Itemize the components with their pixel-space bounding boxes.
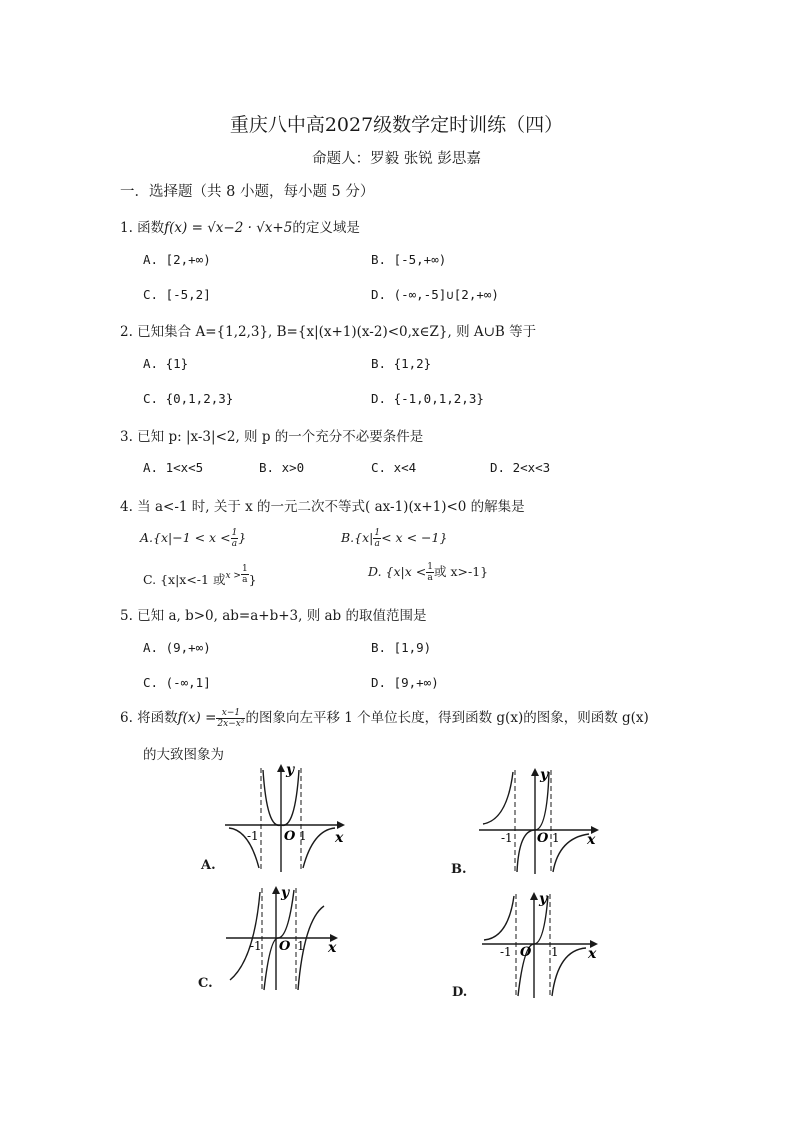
q4-b-fraction [373, 528, 381, 549]
q1-option-b: B. [-5,+∞) [371, 252, 447, 267]
q1-formula: f(x) = √x−2 · √x+5 [164, 220, 293, 236]
q1-stem-pre: 1. 函数 [120, 220, 165, 236]
tick-pos-label: 1 [299, 829, 307, 843]
graph-label-b: B. [451, 862, 467, 877]
graph-label-a: A. [201, 858, 216, 873]
q5-option-b: B. [1,9) [371, 640, 432, 655]
q3-option-c: C. x<4 [371, 460, 417, 475]
tick-pos-label: 1 [297, 939, 305, 953]
q6-f-label: f(x) = [177, 710, 217, 726]
q6-fraction [216, 708, 245, 729]
y-axis-arrow [530, 892, 538, 900]
tick-neg-label: -1 [500, 945, 512, 959]
q4-a-post: } [238, 530, 247, 545]
graph-option-b [475, 762, 635, 882]
q3-option-d: D. 2<x<3 [490, 460, 551, 475]
curve-middle [517, 772, 549, 872]
q4-d-fraction [426, 562, 434, 583]
q6-stem-pre: 6. 将函数 [120, 710, 178, 726]
graph-option-d [478, 886, 638, 1006]
curve-left [230, 892, 260, 980]
q4-b-num: 1 [374, 528, 381, 538]
question-3-stem: 3. 已知 p: |x-3|<2, 则 p 的一个充分不必要条件是 [120, 429, 424, 445]
y-axis-label: y [281, 885, 290, 901]
q6-frac-den: 2x−x² [217, 719, 245, 729]
tick-neg-label: -1 [247, 829, 259, 843]
curve-left [483, 772, 513, 824]
q5-option-a: A. (9,+∞) [143, 640, 211, 655]
x-axis-label: x [588, 946, 597, 962]
origin-label: O [279, 939, 291, 954]
y-axis-arrow [272, 886, 280, 894]
q4-d-den: a [427, 573, 433, 583]
q4-c-den: a [242, 575, 248, 585]
q4-option-c [143, 564, 257, 588]
q5-option-c: C. (-∞,1] [143, 675, 211, 690]
q4-c-post: } [248, 572, 257, 587]
q6-stem-post: 的图象向左平移 1 个单位长度，得到函数 g(x)的图象，则函数 g(x) [245, 710, 649, 726]
q1-stem-post: 的定义域是 [292, 220, 360, 236]
q4-option-b [341, 528, 447, 549]
y-axis-label: y [539, 891, 548, 907]
q2-option-a: A. {1} [143, 356, 189, 371]
q4-d-pre: D. {x|x < [368, 564, 427, 579]
q4-d-post: 或 x>-1} [433, 564, 489, 579]
graph-option-a [195, 760, 355, 880]
q4-a-pre: A.{x|−1 < x < [140, 530, 231, 545]
q2-option-b: B. {1,2} [371, 356, 432, 371]
q4-c-fraction [241, 564, 249, 585]
q4-b-den: a [374, 539, 380, 549]
tick-neg-label: -1 [501, 831, 513, 845]
tick-pos-label: 1 [551, 945, 559, 959]
origin-label: O [284, 829, 296, 844]
question-6-stem [120, 706, 649, 729]
q4-a-den: a [231, 539, 238, 549]
q4-c-num: 1 [241, 564, 248, 574]
q4-a-num: 1 [231, 528, 238, 538]
origin-label: O [520, 945, 532, 960]
q4-b-post: < x < −1} [381, 530, 448, 545]
graph-label-c: C. [198, 976, 213, 991]
graph-option-c [220, 880, 380, 1000]
x-axis-label: x [587, 832, 596, 848]
curve-right [303, 828, 335, 868]
document-title: 重庆八中高2027级数学定时训练（四） [229, 114, 564, 136]
q4-option-a [140, 528, 246, 549]
q4-d-num: 1 [427, 562, 433, 572]
q4-option-d [368, 562, 488, 583]
q3-option-b: B. x>0 [259, 460, 305, 475]
tick-pos-label: 1 [552, 831, 560, 845]
question-1-stem [120, 216, 360, 236]
y-axis-label: y [540, 767, 549, 783]
graph-label-d: D. [452, 985, 468, 1000]
x-axis-arrow [337, 821, 345, 829]
q5-option-d: D. [9,+∞) [371, 675, 439, 690]
question-4-stem: 4. 当 a<-1 时, 关于 x 的一元二次不等式( ax-1)(x+1)<0 的解集是 [120, 499, 525, 515]
curve-left [484, 896, 514, 940]
q4-c-pre: C. {x|x<-1 或 [143, 572, 226, 587]
q2-option-d: D. {-1,0,1,2,3} [371, 391, 484, 406]
y-axis-label: y [286, 762, 295, 778]
section-heading: 一．选择题（共 8 小题，每小题 5 分） [120, 184, 375, 200]
q4-b-pre: B.{x| [341, 530, 374, 545]
q3-option-a: A. 1<x<5 [143, 460, 204, 475]
y-axis-arrow [277, 764, 285, 772]
q1-option-a: A. [2,+∞) [143, 252, 211, 267]
y-axis-arrow [531, 768, 539, 776]
question-2-stem: 2. 已知集合 A={1,2,3}, B={x|(x+1)(x-2)<0,x∈Z}, 则 A∪B 等于 [120, 324, 537, 340]
q1-option-c: C. [-5,2] [143, 287, 211, 302]
x-axis-label: x [328, 940, 337, 956]
tick-neg-label: -1 [250, 939, 262, 953]
question-6-stem-line2: 的大致图象为 [143, 747, 224, 763]
q2-option-c: C. {0,1,2,3} [143, 391, 234, 406]
authors-line: 命题人：罗毅 张锐 彭思嘉 [312, 151, 481, 167]
q1-option-d: D. (-∞,-5]∪[2,+∞) [371, 287, 499, 302]
origin-label: O [537, 831, 549, 846]
question-5-stem: 5. 已知 a, b>0, ab=a+b+3, 则 ab 的取值范围是 [120, 608, 427, 624]
q6-frac-num: x−1 [216, 708, 245, 719]
x-axis-label: x [335, 830, 344, 846]
q4-c-mid: x > [225, 571, 241, 581]
